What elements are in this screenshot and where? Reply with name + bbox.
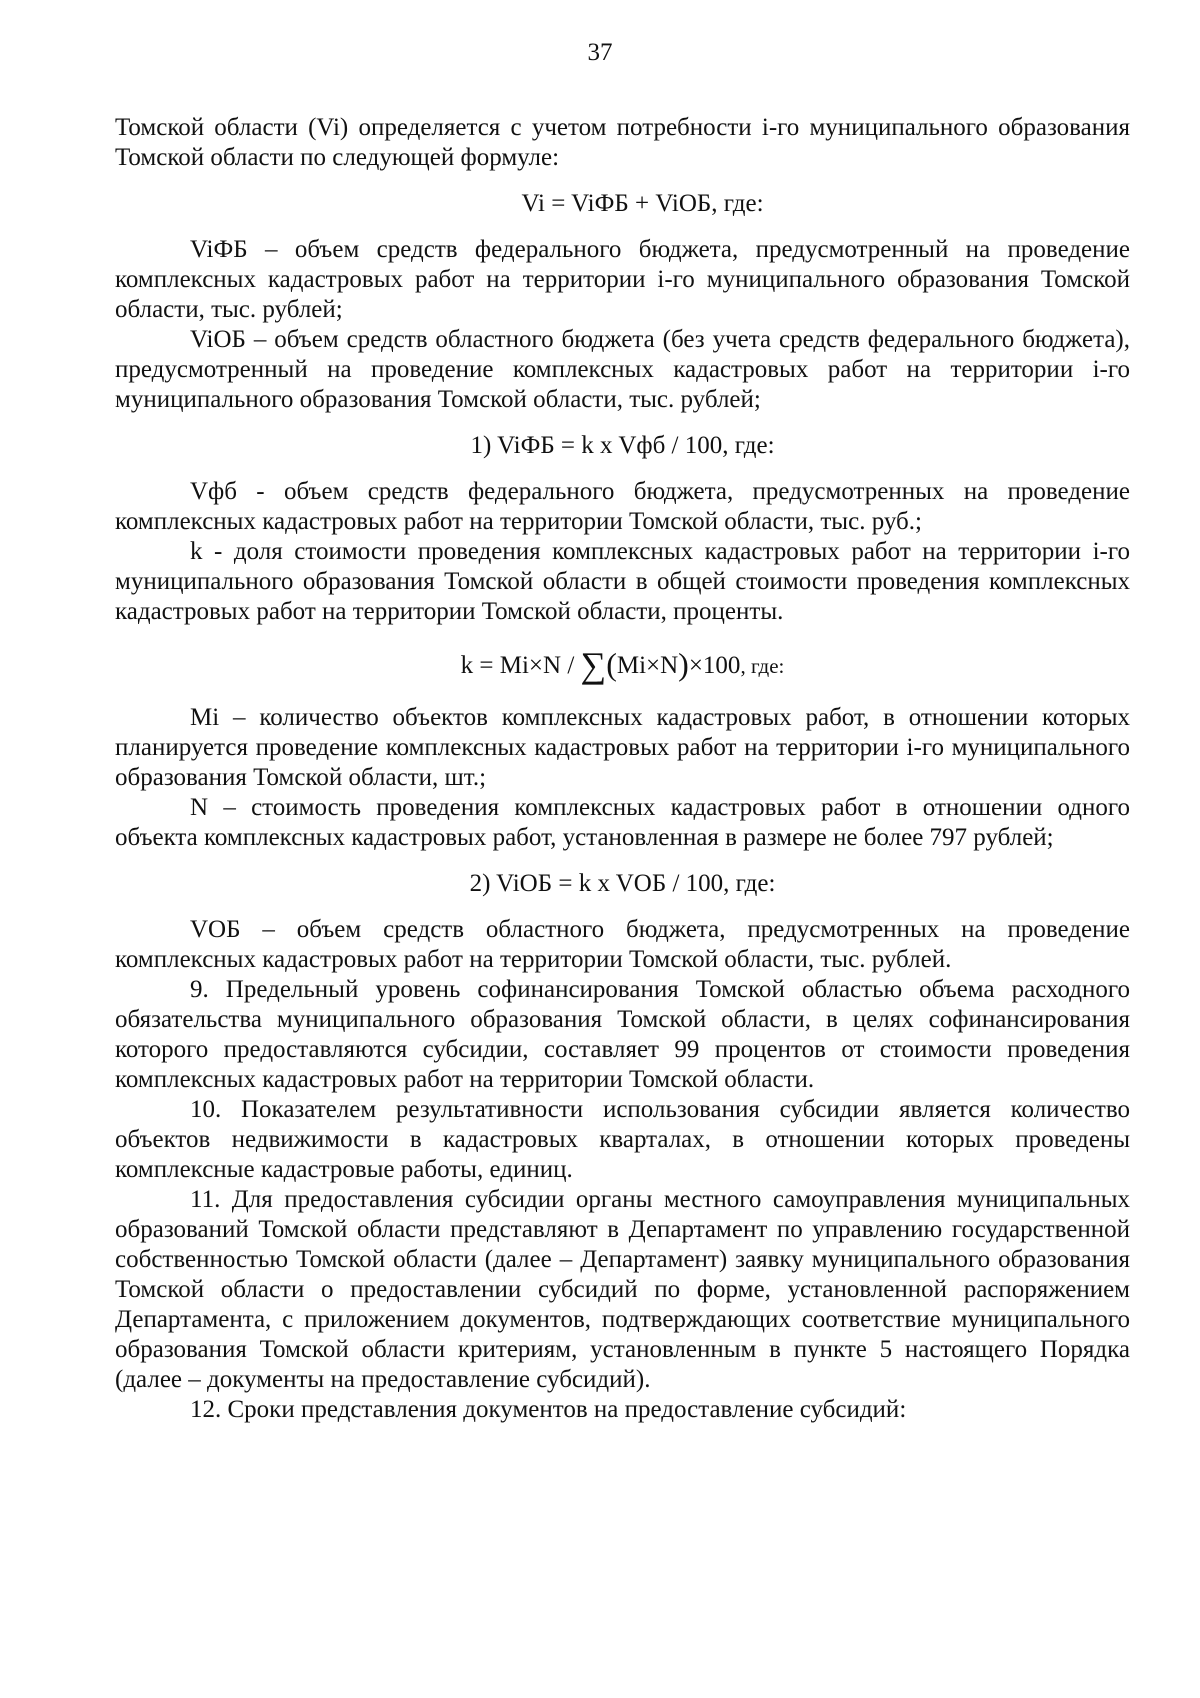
open-paren: ( (606, 646, 617, 682)
sigma-symbol: ∑ (580, 645, 607, 685)
formula-k-inner: Mi×N (616, 652, 679, 679)
formula-k-suffix: , где: (740, 654, 785, 678)
definition-vfb: Vфб - объем средств федерального бюджета, предусмотренных на проведение комплексных кадастровых работ на территории Томской области, тыс. руб.; (115, 478, 1130, 535)
definition-mi: Mi – количество объектов комплексных кадастровых работ, в отношении которых планируется проведение комплексных кадастровых работ на территории i-го муниципального образования Томской области, шт.; (115, 704, 1130, 791)
formula-k-left: k = Mi×N / (460, 652, 581, 679)
formula-1-vifb: 1) ViФБ = k x Vфб / 100, где: (470, 432, 775, 459)
definition-vob: VОБ – объем средств областного бюджета, предусмотренных на проведение комплексных кадастровых работ на территории Томской области, тыс. рублей. (115, 916, 1130, 973)
intro-paragraph: Томской области (Vi) определяется с учетом потребности i-го муниципального образования Томской области по следующей формуле: (115, 114, 1130, 171)
formula-2-viob: 2) ViОБ = k x VОБ / 100, где: (469, 870, 776, 897)
definition-n: N – стоимость проведения комплексных кадастровых работ в отношении одного объекта комплексных кадастровых работ, установленная в размере не более 797 рублей; (115, 794, 1130, 851)
close-paren: ) (678, 646, 689, 682)
formula-k (115, 645, 1130, 685)
definition-vifb: ViФБ – объем средств федерального бюджета, предусмотренный на проведение комплексных кадастровых работ на территории i-го муниципального образования Томской области, тыс. рублей; (115, 236, 1130, 323)
formula-vi: Vi = ViФБ + ViОБ, где: (521, 190, 764, 217)
page-number: 37 (587, 39, 613, 66)
definition-k: k - доля стоимости проведения комплексных кадастровых работ на территории i-го муниципального образования Томской области в общей стоимости проведения комплексных кадастровых работ на территории Томской области, проценты. (115, 538, 1130, 625)
item-10: 10. Показателем результативности использования субсидии является количество объектов недвижимости в кадастровых кварталах, в отношении которых проведены комплексные кадастровые работы, единиц. (115, 1096, 1130, 1183)
document-body (115, 113, 1130, 1425)
definition-viob: ViОБ – объем средств областного бюджета (без учета средств федерального бюджета), предусмотренный на проведение комплексных кадастровых работ на территории i-го муниципального образования Томской области, тыс. рублей; (115, 326, 1130, 413)
item-11: 11. Для предоставления субсидии органы местного самоуправления муниципальных образований Томской области представляют в Департамент по управлению государственной собственностью Томской области (далее – Департамент) заявку муниципального образования Томской области о предоставлении субсидий по форме, установленной распоряжением Департамента, с приложением документов, подтверждающих соответствие муниципального образования Томской области критериям, установленным в пункте 5 настоящего Порядка (далее – документы на предоставление субсидий). (115, 1186, 1130, 1393)
item-12: 12. Сроки представления документов на предоставление субсидий: (190, 1396, 907, 1423)
item-9: 9. Предельный уровень софинансирования Томской областью объема расходного обязательства муниципального образования Томской области, в целях софинансирования которого предоставляются субсидии, составляет 99 процентов от стоимости проведения комплексных кадастровых работ на территории Томской области. (115, 976, 1130, 1093)
formula-k-right: ×100 (688, 652, 741, 679)
